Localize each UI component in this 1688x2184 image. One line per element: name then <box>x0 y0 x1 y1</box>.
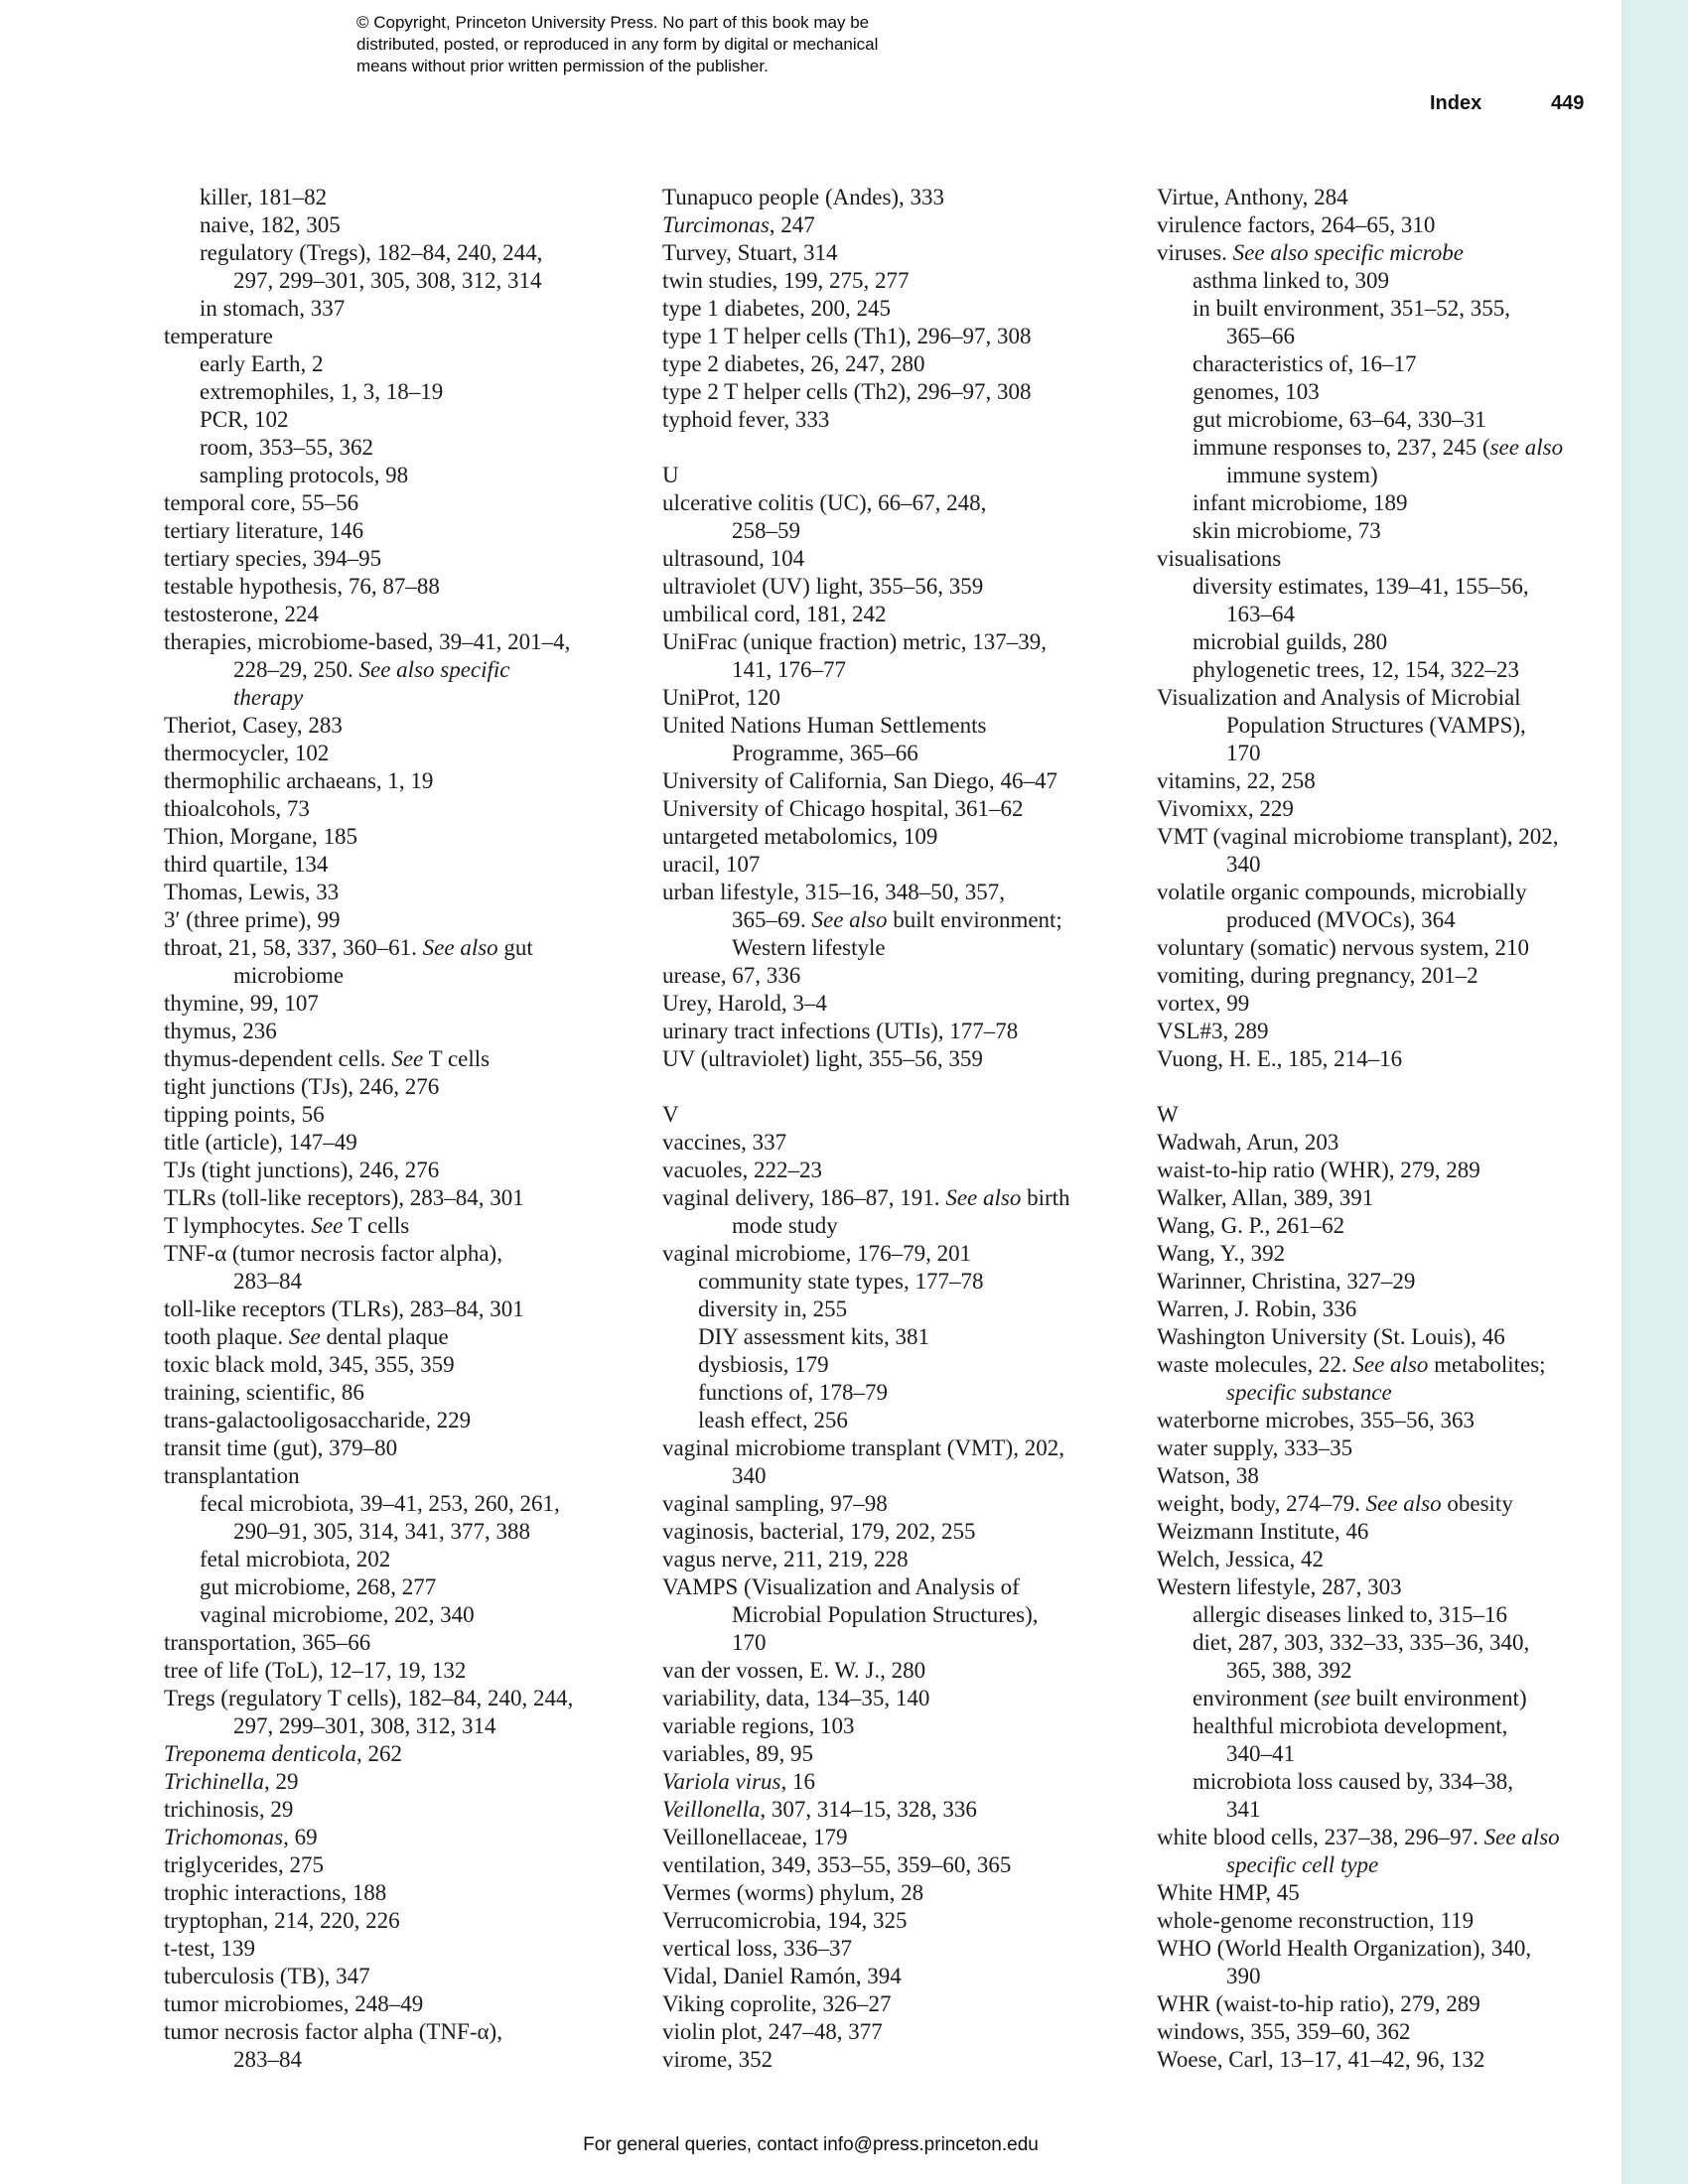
index-entry-line: vaginal delivery, 186–87, 191. See also birth <box>662 1185 1070 1210</box>
index-entry-line: dysbiosis, 179 <box>698 1352 829 1377</box>
index-entry-line: Woese, Carl, 13–17, 41–42, 96, 132 <box>1157 2047 1485 2072</box>
index-entry-line: WHR (waist-to-hip ratio), 279, 289 <box>1157 1991 1480 2016</box>
index-entry-line: toxic black mold, 345, 355, 359 <box>164 1352 455 1377</box>
index-entry-line: vaginal microbiome, 176–79, 201 <box>662 1241 972 1266</box>
index-entry-line: killer, 181–82 <box>200 185 328 209</box>
index-entry-line: ulcerative colitis (UC), 66–67, 248, <box>662 490 987 515</box>
index-entry-line: Western lifestyle <box>732 935 886 960</box>
index-entry-line: Vivomixx, 229 <box>1157 796 1294 821</box>
index-entry-line: tuberculosis (TB), 347 <box>164 1964 370 1988</box>
index-entry-line: TLRs (toll-like receptors), 283–84, 301 <box>164 1185 524 1210</box>
index-entry-line: microbiota loss caused by, 334–38, <box>1193 1769 1514 1794</box>
index-entry-line: therapy <box>233 685 304 710</box>
index-entry-line: Variola virus, 16 <box>662 1769 815 1794</box>
index-entry-line: t-test, 139 <box>164 1936 255 1961</box>
index-entry-line: testable hypothesis, 76, 87–88 <box>164 574 440 599</box>
index-entry-line: 283–84 <box>233 1269 302 1294</box>
index-entry-line: Wadwah, Arun, 203 <box>1157 1130 1339 1155</box>
blank-line <box>662 434 1129 462</box>
index-entry-line: 340–41 <box>1226 1741 1295 1766</box>
index-entry-line: TJs (tight junctions), 246, 276 <box>164 1158 440 1182</box>
index-entry-line: thermophilic archaeans, 1, 19 <box>164 768 434 793</box>
index-entry-line: ventilation, 349, 353–55, 359–60, 365 <box>662 1852 1012 1877</box>
index-entry-line: tree of life (ToL), 12–17, 19, 132 <box>164 1658 467 1683</box>
index-entry-line: untargeted metabolomics, 109 <box>662 824 938 849</box>
index-entry-line: vaginal microbiome, 202, 340 <box>200 1602 475 1627</box>
index-entry-line: thymine, 99, 107 <box>164 991 319 1016</box>
index-entry-line: Veillonella, 307, 314–15, 328, 336 <box>662 1797 977 1822</box>
index-column-1 <box>164 184 631 2074</box>
index-entry-line: healthful microbiota development, <box>1193 1713 1508 1738</box>
index-entry-line: WHO (World Health Organization), 340, <box>1157 1936 1532 1961</box>
index-entry-line: tryptophan, 214, 220, 226 <box>164 1908 400 1933</box>
index-entry-line: tooth plaque. See dental plaque <box>164 1324 449 1349</box>
index-entry-line: variable regions, 103 <box>662 1713 855 1738</box>
index-entry-line: Virtue, Anthony, 284 <box>1157 185 1348 209</box>
index-entry-line: training, scientific, 86 <box>164 1380 364 1405</box>
index-entry-line: weight, body, 274–79. See also obesity <box>1157 1491 1513 1516</box>
index-entry-line: infant microbiome, 189 <box>1193 490 1408 515</box>
index-entry-line: allergic diseases linked to, 315–16 <box>1193 1602 1508 1627</box>
index-entry-line: United Nations Human Settlements <box>662 713 987 738</box>
index-entry-line: triglycerides, 275 <box>164 1852 324 1877</box>
index-entry-line: virulence factors, 264–65, 310 <box>1157 212 1436 237</box>
index-entry-line: waste molecules, 22. See also metabolites; <box>1157 1352 1546 1377</box>
index-entry-line: Visualization and Analysis of Microbial <box>1157 685 1521 710</box>
index-entry-line: trans-galactooligosaccharide, 229 <box>164 1408 472 1433</box>
index-entry-line: urban lifestyle, 315–16, 348–50, 357, <box>662 880 1005 904</box>
section-letter: W <box>1157 1102 1179 1127</box>
index-entry-line: specific cell type <box>1226 1852 1379 1877</box>
blank-line <box>662 1073 1129 1101</box>
index-entry-line: vortex, 99 <box>1157 991 1250 1016</box>
index-entry-line: 365–69. See also built environment; <box>732 907 1062 932</box>
index-entry-line: Verrucomicrobia, 194, 325 <box>662 1908 908 1933</box>
index-entry-line: van der vossen, E. W. J., 280 <box>662 1658 926 1683</box>
index-entry-line: Wang, G. P., 261–62 <box>1157 1213 1345 1238</box>
index-entry-line: 341 <box>1226 1797 1261 1822</box>
index-entry-line: thymus-dependent cells. See T cells <box>164 1046 491 1071</box>
index-entry-line: twin studies, 199, 275, 277 <box>662 268 910 293</box>
index-entry-line: temporal core, 55–56 <box>164 490 359 515</box>
index-entry-line: characteristics of, 16–17 <box>1193 351 1417 376</box>
index-entry-line: community state types, 177–78 <box>698 1269 984 1294</box>
index-entry-line: voluntary (somatic) nervous system, 210 <box>1157 935 1529 960</box>
index-entry-line: Urey, Harold, 3–4 <box>662 991 827 1016</box>
index-entry-line: Tregs (regulatory T cells), 182–84, 240, 244, <box>164 1686 574 1710</box>
index-entry-line: Vuong, H. E., 185, 214–16 <box>1157 1046 1403 1071</box>
index-entry-line: microbial guilds, 280 <box>1193 629 1388 654</box>
index-entry-line: vertical loss, 336–37 <box>662 1936 852 1961</box>
index-entry-line: 297, 299–301, 308, 312, 314 <box>233 1713 496 1738</box>
index-entry-line: 390 <box>1226 1964 1261 1988</box>
index-entry-line: 365–66 <box>1226 324 1295 348</box>
index-entry-line: therapies, microbiome-based, 39–41, 201–4, <box>164 629 571 654</box>
index-entry-line: 340 <box>732 1463 767 1488</box>
index-entry-line: volatile organic compounds, microbially <box>1157 880 1527 904</box>
index-entry-line: early Earth, 2 <box>200 351 324 376</box>
index-entry-line: extremophiles, 1, 3, 18–19 <box>200 379 444 404</box>
index-entry-line: phylogenetic trees, 12, 154, 322–23 <box>1193 657 1519 682</box>
index-entry-line: 163–64 <box>1226 602 1295 626</box>
index-entry-line: diversity estimates, 139–41, 155–56, <box>1193 574 1529 599</box>
index-entry-line: 170 <box>1226 741 1261 765</box>
index-entry-line: immune responses to, 237, 245 (see also <box>1193 435 1564 460</box>
index-entry-line: University of Chicago hospital, 361–62 <box>662 796 1024 821</box>
index-entry-line: Wang, Y., 392 <box>1157 1241 1286 1266</box>
index-entry-line: transplantation <box>164 1463 300 1488</box>
index-entry-line: vomiting, during pregnancy, 201–2 <box>1157 963 1478 988</box>
index-entry-line: transit time (gut), 379–80 <box>164 1435 398 1460</box>
index-entry-line: tipping points, 56 <box>164 1102 325 1127</box>
index-entry-line: Thion, Morgane, 185 <box>164 824 358 849</box>
index-entry-line: Warren, J. Robin, 336 <box>1157 1297 1357 1321</box>
index-entry-line: 228–29, 250. See also specific <box>233 657 510 682</box>
index-entry-line: UV (ultraviolet) light, 355–56, 359 <box>662 1046 983 1071</box>
index-entry-line: 290–91, 305, 314, 341, 377, 388 <box>233 1519 530 1544</box>
index-entry-line: water supply, 333–35 <box>1157 1435 1353 1460</box>
index-entry-line: testosterone, 224 <box>164 602 319 626</box>
copyright-line: © Copyright, Princeton University Press. No part of this book may be <box>356 13 870 32</box>
index-entry-line: 141, 176–77 <box>732 657 846 682</box>
index-entry-line: throat, 21, 58, 337, 360–61. See also gut <box>164 935 533 960</box>
index-entry-line: 3′ (three prime), 99 <box>164 907 341 932</box>
section-letter: V <box>662 1102 679 1127</box>
index-entry-line: gut microbiome, 63–64, 330–31 <box>1193 407 1486 432</box>
index-entry-line: umbilical cord, 181, 242 <box>662 602 887 626</box>
index-entry-line: specific substance <box>1226 1380 1392 1405</box>
blank-line <box>1157 1073 1623 1101</box>
page-edge-accent-band <box>1621 0 1688 2184</box>
index-entry-line: type 2 diabetes, 26, 247, 280 <box>662 351 925 376</box>
index-entry-line: visualisations <box>1157 546 1282 571</box>
index-entry-line: Turcimonas, 247 <box>662 212 815 237</box>
index-entry-line: microbiome <box>233 963 345 988</box>
index-entry-line: Veillonellaceae, 179 <box>662 1825 848 1849</box>
index-entry-line: room, 353–55, 362 <box>200 435 374 460</box>
index-entry-line: Population Structures (VAMPS), <box>1226 713 1526 738</box>
index-entry-line: White HMP, 45 <box>1157 1880 1300 1905</box>
index-entry-line: type 1 T helper cells (Th1), 296–97, 308 <box>662 324 1032 348</box>
index-entry-line: in built environment, 351–52, 355, <box>1193 296 1511 321</box>
index-entry-line: gut microbiome, 268, 277 <box>200 1574 437 1599</box>
index-entry-line: urinary tract infections (UTIs), 177–78 <box>662 1019 1019 1043</box>
index-entry-line: trophic interactions, 188 <box>164 1880 387 1905</box>
index-entry-line: asthma linked to, 309 <box>1193 268 1390 293</box>
index-entry-line: thymus, 236 <box>164 1019 277 1043</box>
index-title: Index <box>1430 92 1482 114</box>
index-entry-line: violin plot, 247–48, 377 <box>662 2019 883 2044</box>
index-entry-line: T lymphocytes. See T cells <box>164 1213 410 1238</box>
index-entry-line: skin microbiome, 73 <box>1193 518 1381 543</box>
index-entry-line: urease, 67, 336 <box>662 963 801 988</box>
index-entry-line: University of California, San Diego, 46–47 <box>662 768 1057 793</box>
index-entry-line: whole-genome reconstruction, 119 <box>1157 1908 1475 1933</box>
index-entry-line: waist-to-hip ratio (WHR), 279, 289 <box>1157 1158 1480 1182</box>
index-entry-line: diversity in, 255 <box>698 1297 848 1321</box>
index-entry-line: UniFrac (unique fraction) metric, 137–39, <box>662 629 1048 654</box>
index-entry-line: Thomas, Lewis, 33 <box>164 880 340 904</box>
index-entry-line: functions of, 178–79 <box>698 1380 889 1405</box>
index-entry-line: Theriot, Casey, 283 <box>164 713 343 738</box>
index-entry-line: transportation, 365–66 <box>164 1630 371 1655</box>
index-entry-line: in stomach, 337 <box>200 296 346 321</box>
index-entry-line: Treponema denticola, 262 <box>164 1741 402 1766</box>
index-entry-line: tertiary species, 394–95 <box>164 546 382 571</box>
index-entry-line: vaginosis, bacterial, 179, 202, 255 <box>662 1519 976 1544</box>
index-entry-line: ultrasound, 104 <box>662 546 805 571</box>
index-entry-line: type 2 T helper cells (Th2), 296–97, 308 <box>662 379 1032 404</box>
index-entry-line: uracil, 107 <box>662 852 761 877</box>
index-entry-line: third quartile, 134 <box>164 852 329 877</box>
index-entry-line: vacuoles, 222–23 <box>662 1158 822 1182</box>
index-entry-line: produced (MVOCs), 364 <box>1226 907 1456 932</box>
index-entry-line: UniProt, 120 <box>662 685 780 710</box>
index-entry-line: variability, data, 134–35, 140 <box>662 1686 930 1710</box>
index-entry-line: type 1 diabetes, 200, 245 <box>662 296 891 321</box>
index-entry-line: VMT (vaginal microbiome transplant), 202, <box>1157 824 1559 849</box>
index-entry-line: naive, 182, 305 <box>200 212 341 237</box>
index-entry-line: Viking coprolite, 326–27 <box>662 1991 892 2016</box>
index-entry-line: tumor microbiomes, 248–49 <box>164 1991 424 2016</box>
index-entry-line: fecal microbiota, 39–41, 253, 260, 261, <box>200 1491 560 1516</box>
index-entry-line: Programme, 365–66 <box>732 741 918 765</box>
index-entry-line: vaccines, 337 <box>662 1130 787 1155</box>
index-entry-line: typhoid fever, 333 <box>662 407 830 432</box>
index-entry-line: Welch, Jessica, 42 <box>1157 1547 1325 1571</box>
index-entry-line: variables, 89, 95 <box>662 1741 814 1766</box>
index-entry-line: tumor necrosis factor alpha (TNF-α), <box>164 2019 502 2044</box>
index-entry-line: Trichomonas, 69 <box>164 1825 318 1849</box>
page-header <box>0 92 1688 118</box>
index-entry-line: temperature <box>164 324 273 348</box>
copyright-line: means without prior written permission of the publisher. <box>356 57 769 75</box>
index-entry-line: DIY assessment kits, 381 <box>698 1324 929 1349</box>
index-entry-line: environment (see built environment) <box>1193 1686 1527 1710</box>
index-entry-line: VAMPS (Visualization and Analysis of <box>662 1574 1020 1599</box>
index-entry-line: leash effect, 256 <box>698 1408 848 1433</box>
index-entry-line: Washington University (St. Louis), 46 <box>1157 1324 1505 1349</box>
index-entry-line: diet, 287, 303, 332–33, 335–36, 340, <box>1193 1630 1530 1655</box>
index-entry-line: genomes, 103 <box>1193 379 1320 404</box>
index-entry-line: 170 <box>732 1630 767 1655</box>
index-entry-line: Vermes (worms) phylum, 28 <box>662 1880 924 1905</box>
index-entry-line: Tunapuco people (Andes), 333 <box>662 185 945 209</box>
index-entry-line: white blood cells, 237–38, 296–97. See also <box>1157 1825 1560 1849</box>
index-entry-line: 365, 388, 392 <box>1226 1658 1352 1683</box>
index-entry-line: title (article), 147–49 <box>164 1130 357 1155</box>
index-entry-line: Vidal, Daniel Ramón, 394 <box>662 1964 902 1988</box>
copyright-notice <box>356 12 878 77</box>
copyright-line: distributed, posted, or reproduced in any form by digital or mechanical <box>356 35 879 54</box>
index-entry-line: ultraviolet (UV) light, 355–56, 359 <box>662 574 984 599</box>
section-letter: U <box>662 463 679 487</box>
footer-contact: For general queries, contact info@press.princeton.edu <box>583 2134 1039 2155</box>
index-entry-line: Microbial Population Structures), <box>732 1602 1039 1627</box>
index-entry-line: Weizmann Institute, 46 <box>1157 1519 1369 1544</box>
index-column-3 <box>1157 184 1623 2074</box>
index-entry-line: thermocycler, 102 <box>164 741 330 765</box>
index-entry-line: Watson, 38 <box>1157 1463 1259 1488</box>
index-entry-line: regulatory (Tregs), 182–84, 240, 244, <box>200 240 543 265</box>
index-entry-line: mode study <box>732 1213 838 1238</box>
index-entry-line: viruses. See also specific microbe <box>1157 240 1464 265</box>
index-entry-line: Western lifestyle, 287, 303 <box>1157 1574 1402 1599</box>
page-number: 449 <box>1551 92 1585 114</box>
index-entry-line: vaginal sampling, 97–98 <box>662 1491 888 1516</box>
index-entry-line: sampling protocols, 98 <box>200 463 409 487</box>
index-entry-line: windows, 355, 359–60, 362 <box>1157 2019 1411 2044</box>
index-entry-line: fetal microbiota, 202 <box>200 1547 391 1571</box>
index-entry-line: Trichinella, 29 <box>164 1769 299 1794</box>
index-column-2 <box>662 184 1129 2074</box>
index-entry-line: 258–59 <box>732 518 800 543</box>
index-entry-line: 297, 299–301, 305, 308, 312, 314 <box>233 268 542 293</box>
index-entry-line: waterborne microbes, 355–56, 363 <box>1157 1408 1476 1433</box>
index-entry-line: tight junctions (TJs), 246, 276 <box>164 1074 440 1099</box>
index-entry-line: immune system) <box>1226 463 1378 487</box>
index-entry-line: vitamins, 22, 258 <box>1157 768 1316 793</box>
index-entry-line: Warinner, Christina, 327–29 <box>1157 1269 1416 1294</box>
index-entry-line: virome, 352 <box>662 2047 774 2072</box>
index-entry-line: Turvey, Stuart, 314 <box>662 240 838 265</box>
index-entry-line: thioalcohols, 73 <box>164 796 310 821</box>
index-entry-line: toll-like receptors (TLRs), 283–84, 301 <box>164 1297 524 1321</box>
index-entry-line: vagus nerve, 211, 219, 228 <box>662 1547 909 1571</box>
index-entry-line: 340 <box>1226 852 1261 877</box>
index-entry-line: VSL#3, 289 <box>1157 1019 1269 1043</box>
index-entry-line: 283–84 <box>233 2047 302 2072</box>
index-entry-line: tertiary literature, 146 <box>164 518 364 543</box>
index-entry-line: TNF-α (tumor necrosis factor alpha), <box>164 1241 502 1266</box>
index-entry-line: PCR, 102 <box>200 407 289 432</box>
index-entry-line: vaginal microbiome transplant (VMT), 202, <box>662 1435 1064 1460</box>
index-entry-line: trichinosis, 29 <box>164 1797 294 1822</box>
index-entry-line: Walker, Allan, 389, 391 <box>1157 1185 1374 1210</box>
